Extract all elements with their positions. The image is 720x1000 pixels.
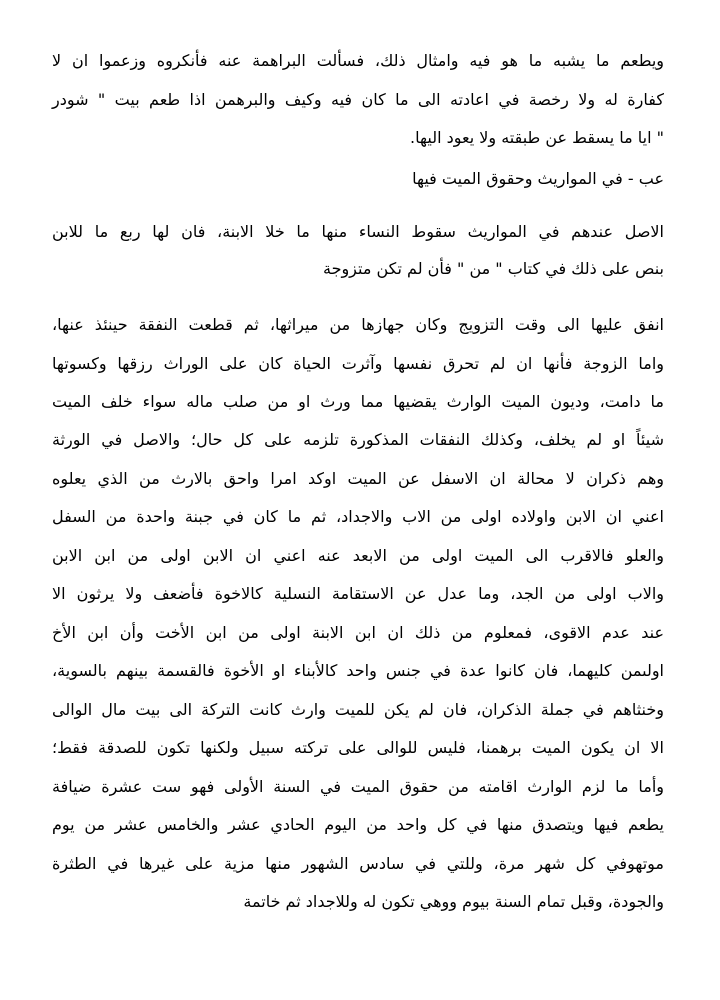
paragraph-line: انفق عليها الى وقت التزويج وكان جهازها من ميراثها، ثم قطعت النفقة حينئذ عنها،	[52, 315, 664, 334]
paragraph-line: وأما ما لزم الوارث اقامته من حقوق الميت في السنة الأولى فهو ست عشرة ضيافة	[52, 777, 664, 796]
paragraph-line: وخنثاهم في جملة الذكران، فان لم يكن للميت وارث كانت التركة الى بيت مال الوالى	[52, 700, 664, 719]
paragraph-line: " ايا ما يسقط عن طبقته ولا يعود اليها.	[410, 128, 664, 147]
paragraph-line: اولىمن كليهما، فان كانوا عدة في جنس واحد كالأبناء او الأخوة فالقسمة بينهم بالسوية،	[52, 661, 664, 680]
paragraph-line: عند عدم الاقوى، فمعلوم من ذلك ان ابن الابنة اولى من ابن الأخت وأن ابن الأخ	[52, 623, 664, 642]
paragraph-line: ويطعم ما يشبه ما هو فيه وامثال ذلك، فسألت البراهمة عنه فأنكروه وزعموا ان لا	[52, 51, 664, 70]
paragraph-line: كفارة له ولا رخصة في اعادته الى ما كان فيه وكيف والبرهمن اذا طعم بيت " شودر	[52, 90, 664, 109]
paragraph-line: وهم ذكران لا محالة ان الاسفل عن الميت اوكد امرا واحق بالارث من الذي يعلوه	[52, 469, 664, 488]
paragraph-line: ما دامت، وديون الميت الوارث يقضيها مما ورث او من صلب ماله سواء خلف الميت	[52, 392, 664, 411]
paragraph-line: الاصل عندهم في المواريث سقوط النساء منها ما خلا الابنة، فان لها ربع ما للابن	[52, 222, 664, 241]
paragraph-line: واما الزوجة فأنها ان لم تحرق نفسها وآثرت الحياة كان على الوراث رزقها وكسوتها	[52, 354, 664, 373]
paragraph-line: موتهوفي كل شهر مرة، وللتي في سادس الشهور منها مزية على غيرها في الطثرة	[52, 854, 664, 873]
section-heading: عب - في المواريث وحقوق الميت فيها	[412, 169, 664, 188]
paragraph-line: والاب اولى من الجد، وما عدل عن الاستقامة النسلية كالاخوة فأضعف ولا يرثون الا	[52, 584, 664, 603]
paragraph-line: اعني ان الابن واولاده اولى من الاب والاجداد، ثم ما كان في جبنة واحدة من السفل	[52, 507, 664, 526]
paragraph-line: يطعم فيها ويتصدق منها في كل واحد من اليوم الحادي عشر والخامس عشر من يوم	[52, 815, 664, 834]
paragraph-line: شيئاً او لم يخلف، وكذلك النفقات المذكورة تلزمه على كل حال؛ والاصل في الورثة	[52, 430, 664, 449]
paragraph-line: الا ان يكون الميت برهمنا، فليس للوالى على تركته سبيل ولكنها تكون للصدقة فقط؛	[52, 738, 664, 757]
paragraph-line: بنص على ذلك في كتاب " من " فأن لم تكن متزوجة	[322, 259, 664, 278]
paragraph-line: والجودة، وقبل تمام السنة بيوم ووهي تكون له وللاجداد ثم خاتمة	[243, 892, 664, 911]
paragraph-line: والعلو فالاقرب الى الميت اولى من الابعد عنه اعني ان الابن اولى من ابن الابن	[52, 546, 664, 565]
